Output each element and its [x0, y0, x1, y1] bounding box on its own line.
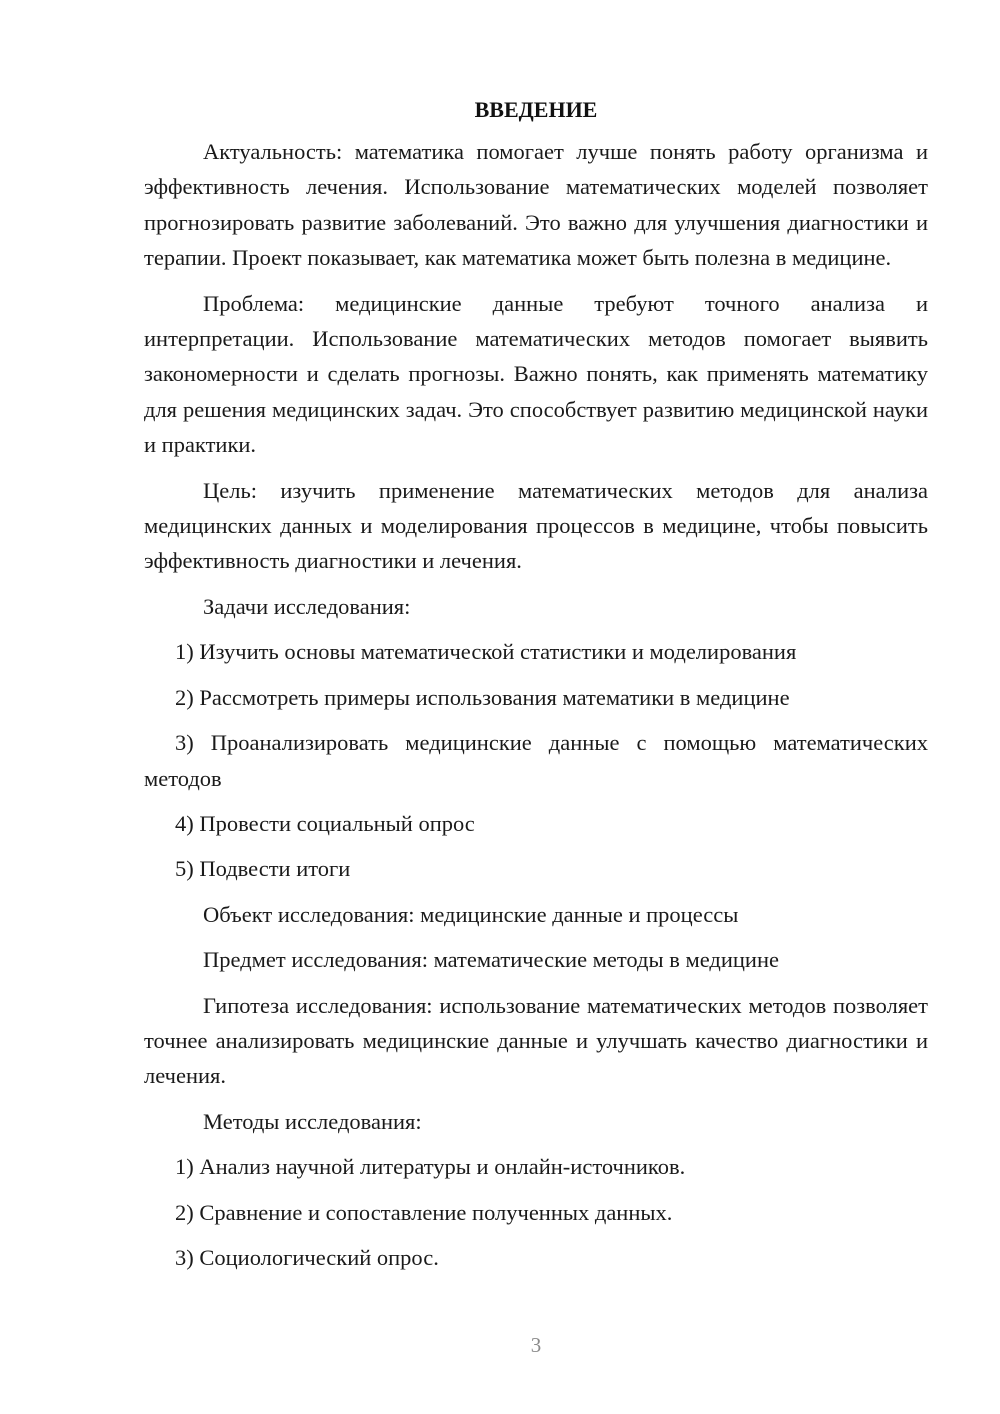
- method-item-1: 1) Анализ научной литературы и онлайн-источников.: [175, 1154, 686, 1180]
- document-page: [144, 92, 928, 1275]
- section-title: ВВЕДЕНИЕ: [474, 97, 598, 122]
- object-line: Объект исследования: медицинские данные и процессы: [203, 901, 739, 927]
- relevance-paragraph: Актуальность: математика помогает лучше понять работу организма и эффективность лечения. Использование математических моделей позволяет прогнозировать развитие заболеваний. Это важно для улучшения диагностики и терапии. Проект показывает, как математика может быть полезна в медицине.: [144, 139, 928, 271]
- task-item-4: 4) Провести социальный опрос: [175, 810, 475, 836]
- method-item-2: 2) Сравнение и сопоставление полученных данных.: [175, 1199, 673, 1225]
- task-item-3: 3) Проанализировать медицинские данные с помощью математических методов: [144, 730, 928, 791]
- subject-line: Предмет исследования: математические методы в медицине: [203, 947, 780, 973]
- problem-paragraph: Проблема: медицинские данные требуют точного анализа и интерпретации. Использование математических методов помогает выявить закономерности и сделать прогнозы. Важно понять, как применять математику для решения медицинских задач. Это способствует развитию медицинской науки и практики.: [144, 290, 928, 458]
- method-item-3: 3) Социологический опрос.: [175, 1244, 439, 1270]
- goal-paragraph: Цель: изучить применение математических методов для анализа медицинских данных и моделирования процессов в медицине, чтобы повысить эффективность диагностики и лечения.: [144, 477, 928, 574]
- hypothesis-paragraph: Гипотеза исследования: использование математических методов позволяет точнее анализировать медицинские данные и улучшать качество диагностики и лечения.: [144, 992, 928, 1089]
- task-item-1: 1) Изучить основы математической статистики и моделирования: [175, 639, 797, 665]
- task-item-5: 5) Подвести итоги: [175, 856, 351, 882]
- page-number: 3: [530, 1333, 542, 1357]
- methods-heading: Методы исследования:: [203, 1108, 422, 1134]
- tasks-heading: Задачи исследования:: [203, 593, 411, 619]
- task-item-2: 2) Рассмотреть примеры использования математики в медицине: [175, 684, 790, 710]
